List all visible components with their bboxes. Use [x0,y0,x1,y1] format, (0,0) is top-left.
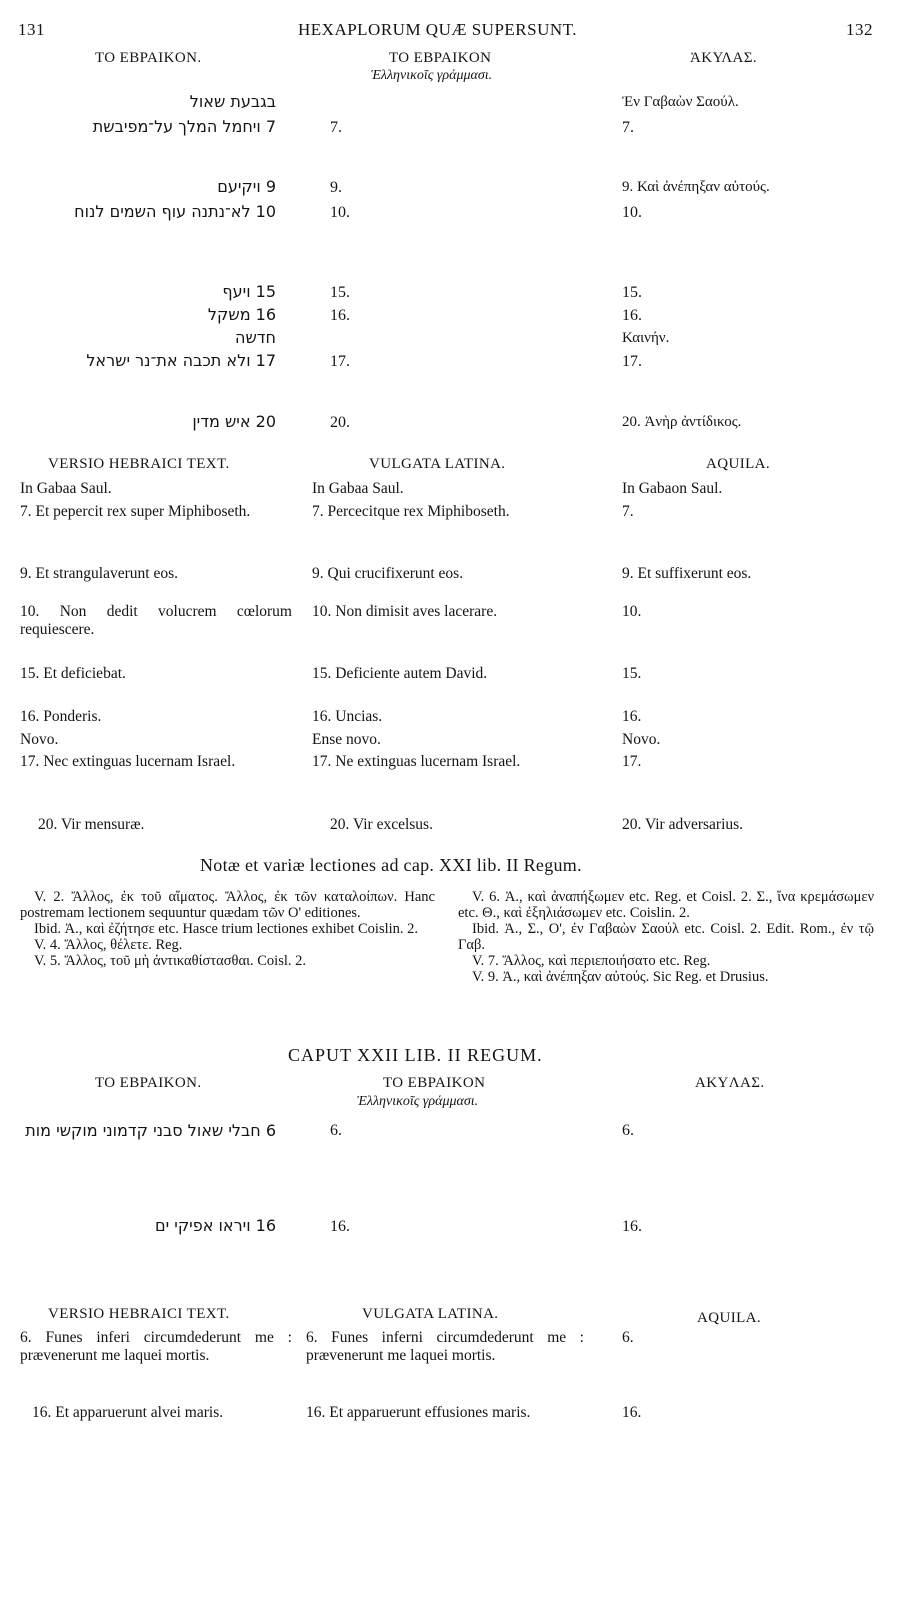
hebrew-line: 16 ויראו אפיקי ים [154,1216,276,1235]
col-header-aquila: AKYΛΑΣ. [695,1075,765,1091]
verse-number: 6. [330,1122,342,1139]
versio-line: 17. Nec extinguas lucernam Israel. [20,753,236,770]
notes-left-column [20,889,435,969]
hebrew-line: 6 חבלי שאול סבני קדמוני מוקשי מות [25,1121,276,1140]
col-header-versio: VERSIO HEBRAICI TEXT. [48,1306,230,1322]
verse-number: 15. [330,284,350,301]
col-header-aquila: ἈΚΥΛΑΣ. [690,50,758,66]
col-header-hebrew: TO EBPAIKON. [95,50,202,66]
col-subheader-greek-letters: Ἑλληνικοῖς γράμμασι. [371,68,493,83]
col-header-aquila-latin: AQUILA. [697,1310,762,1326]
aquila-line: Καινήν. [622,330,670,346]
running-title: HEXAPLORUM QUÆ SUPERSUNT. [298,20,578,39]
hebrew-line: 15 ויעף [222,282,276,301]
vulgata-line: Ense novo. [312,731,381,748]
verse-number: 16. [330,1218,350,1235]
hebrew-line: 10 לא־נתנה עוף השמים לנוח [74,202,276,221]
hebrew-line: בגבעת שאול [189,92,276,111]
page-number-left: 131 [18,20,45,39]
aquila-latin-line: In Gabaon Saul. [622,480,723,497]
aquila-latin-line: 7. [622,503,634,520]
hebrew-line: 9 ויקיעם [217,177,276,196]
versio-line: 9. Et strangulaverunt eos. [20,565,178,582]
col-header-aquila-latin: AQUILA. [706,456,771,472]
note-entry: V. 7. Ἄλλος, καὶ περιεποιήσατο etc. Reg. [472,953,711,969]
aquila-line: Ἐν Γαβαὼν Σαούλ. [622,94,739,110]
aquila-latin-line: 15. [622,665,642,682]
col-header-hebrew-greek: TO EBPAIKON [383,1075,486,1091]
vulgata-line: 20. Vir excelsus. [330,816,433,833]
col-header-versio: VERSIO HEBRAICI TEXT. [48,456,230,472]
aquila-latin-line: 16. [622,708,642,725]
versio-line: 10. Non dedit volucrem cœlorum requiescere. [20,603,292,638]
verse-number: 7. [330,119,342,136]
aquila-line: 9. Καὶ ἀνέπηξαν αὐτούς. [622,179,770,195]
notes-title: Notæ et variæ lectiones ad cap. XXI lib. II Regum. [200,855,582,875]
col-header-vulgata: VULGATA LATINA. [362,1306,499,1322]
hebrew-line: חדשה [235,328,276,347]
vulgata-line: In Gabaa Saul. [312,480,404,497]
vulgata-line: 9. Qui crucifixerunt eos. [312,565,464,582]
vulgata-line: 17. Ne extinguas lucernam Israel. [312,753,521,770]
hebrew-line: 16 משקל [207,305,276,324]
aquila-line: 20. Ἀνὴρ ἀντίδικος. [622,414,742,430]
vulgata-line: 15. Deficiente autem David. [312,665,488,682]
versio-line: In Gabaa Saul. [20,480,112,497]
verse-number: 9. [330,179,342,196]
aquila-latin-line: 16. [622,1404,642,1421]
hebrew-line: 17 ולא תכבה את־נר ישראל [86,351,276,370]
page-number-right: 132 [846,20,873,39]
aquila-latin-line: Novo. [622,731,661,748]
vulgata-line: 16. Uncias. [312,708,383,725]
caput-title: CAPUT XXII LIB. II REGUM. [288,1045,543,1065]
aquila-latin-line: 20. Vir adversarius. [622,816,744,833]
note-entry: V. 2. Ἄλλος, ἐκ τοῦ αἵματος. Ἄλλος, ἐκ τῶν καταλοίπων. Hanc postremam lectionem sequuntur quædam τῶν Ο' editiones. [20,889,435,921]
vulgata-line: 7. Percecitque rex Miphiboseth. [312,503,510,520]
note-entry: Ibid. Ἀ., Σ., Ο', ἐν Γαβαὼν Σαούλ etc. Coisl. 2. Edit. Rom., ἐν τῷ Γαβ. [458,921,874,953]
vulgata-line: 16. Et apparuerunt effusiones maris. [306,1404,531,1421]
verse-number: 17. [330,353,350,370]
note-entry: V. 4. Ἄλλος, θέλετε. Reg. [34,937,183,953]
versio-line: 16. Ponderis. [20,708,102,725]
note-entry: V. 5. Ἄλλος, τοῦ μὴ ἀντικαθίστασθαι. Coisl. 2. [34,953,306,969]
verse-number: 10. [330,204,350,221]
aquila-line: 16. [622,307,642,324]
col-header-hebrew-greek: TO EBPAIKON [389,50,492,66]
aquila-line: 17. [622,353,642,370]
versio-line: 6. Funes inferi circumdederunt me : prævenerunt me laquei mortis. [20,1329,292,1364]
aquila-latin-line: 10. [622,603,642,620]
note-entry: V. 9. Ἀ., καὶ ἀνέπηξαν αὐτούς. Sic Reg. et Drusius. [472,969,769,985]
note-entry: V. 6. Ἀ., καὶ ἀναπήξωμεν etc. Reg. et Coisl. 2. Σ., ἵνα κρεμάσωμεν etc. Θ., καὶ ἐξηλιάσωμεν etc. Coislin. 2. [458,889,874,921]
aquila-line: 16. [622,1218,642,1235]
vulgata-line: 10. Non dimisit aves lacerare. [312,603,498,620]
verse-number: 16. [330,307,350,324]
versio-line: 7. Et pepercit rex super Miphiboseth. [20,503,251,520]
hebrew-line: 7 ויחמל המלך על־מפיבשת [92,117,276,136]
aquila-line: 10. [622,204,642,221]
versio-line: 20. Vir mensuræ. [38,816,145,833]
notes-right-column [458,889,874,985]
col-header-hebrew: TO EBPAIKON. [95,1075,202,1091]
note-entry: Ibid. Ἀ., καὶ ἐζήτησε etc. Hasce trium lectiones exhibet Coislin. 2. [34,921,419,937]
aquila-latin-line: 6. [622,1329,634,1346]
vulgata-line: 6. Funes inferni circumdederunt me : prævenerunt me laquei mortis. [306,1329,584,1364]
aquila-latin-line: 9. Et suffixerunt eos. [622,565,752,582]
aquila-line: 15. [622,284,642,301]
versio-line: Novo. [20,731,59,748]
col-header-vulgata: VULGATA LATINA. [369,456,506,472]
aquila-line: 6. [622,1122,634,1139]
aquila-latin-line: 17. [622,753,642,770]
versio-line: 15. Et deficiebat. [20,665,126,682]
versio-line: 16. Et apparuerunt alvei maris. [32,1404,224,1421]
hebrew-line: 20 איש מדין [192,412,276,431]
aquila-line: 7. [622,119,634,136]
col-subheader-greek-letters: Ἑλληνικοῖς γράμμασι. [357,1094,479,1109]
verse-number: 20. [330,414,350,431]
